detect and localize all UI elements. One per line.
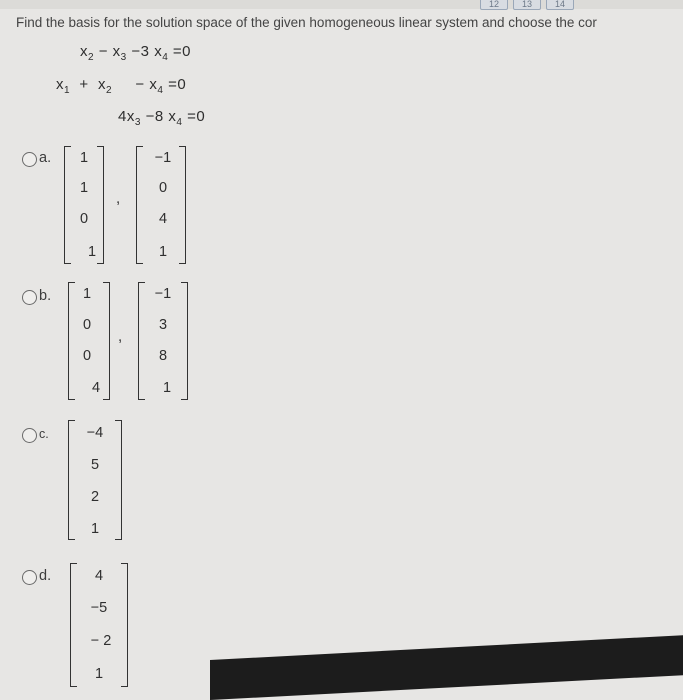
cell: 1 — [79, 180, 89, 196]
cell: 1 — [94, 666, 104, 682]
equation-2: $x_1 + x_2$ − $x_4 =0$ — [56, 76, 187, 96]
radio-d[interactable] — [22, 570, 37, 585]
top-bar — [0, 0, 683, 9]
option-a-label: a. — [39, 150, 52, 166]
screen-edge-shadow — [210, 635, 683, 700]
option-d-label: d. — [39, 568, 52, 584]
vector-separator: , — [116, 190, 121, 207]
cell: −1 — [154, 286, 172, 302]
equation-3: $4x_3 -8$ $x_4 =0$ — [118, 108, 206, 128]
option-c-vector-1 — [68, 420, 122, 540]
cell: 3 — [158, 317, 168, 333]
cell: 0 — [158, 180, 168, 196]
cell: −1 — [154, 150, 172, 166]
cell: − 2 — [90, 633, 112, 649]
cell: 0 — [82, 317, 92, 333]
cell: 1 — [79, 150, 89, 166]
option-c-label: c. — [39, 427, 49, 441]
option-b-vector-2 — [138, 282, 188, 400]
radio-c[interactable] — [22, 428, 37, 443]
page-tab-13[interactable]: 13 — [513, 0, 541, 10]
cell: 0 — [82, 348, 92, 364]
option-a-vector-2 — [136, 146, 186, 264]
cell: 4 — [94, 568, 104, 584]
cell: 1 — [87, 244, 97, 260]
cell: −5 — [90, 600, 108, 616]
cell: 2 — [90, 489, 100, 505]
option-d-vector-1 — [70, 563, 128, 687]
option-a-vector-1 — [64, 146, 104, 264]
cell: 4 — [91, 380, 101, 396]
cell: −4 — [86, 425, 104, 441]
page-tab-12[interactable]: 12 — [480, 0, 508, 10]
page-tab-14[interactable]: 14 — [546, 0, 574, 10]
vector-separator: , — [118, 328, 123, 345]
cell: 4 — [158, 211, 168, 227]
cell: 1 — [90, 521, 100, 537]
cell: 1 — [158, 244, 168, 260]
equation-1: $x_2 - x_3 -3$ $x_4 =0$ — [80, 43, 192, 63]
option-b-vector-1 — [68, 282, 110, 400]
radio-b[interactable] — [22, 290, 37, 305]
question-text: Find the basis for the solution space of the given homogeneous linear system and choose the cor — [16, 15, 597, 30]
cell: 8 — [158, 348, 168, 364]
radio-a[interactable] — [22, 152, 37, 167]
option-b-label: b. — [39, 288, 52, 304]
cell: 1 — [82, 286, 92, 302]
cell: 0 — [79, 211, 89, 227]
cell: 5 — [90, 457, 100, 473]
cell: 1 — [162, 380, 172, 396]
